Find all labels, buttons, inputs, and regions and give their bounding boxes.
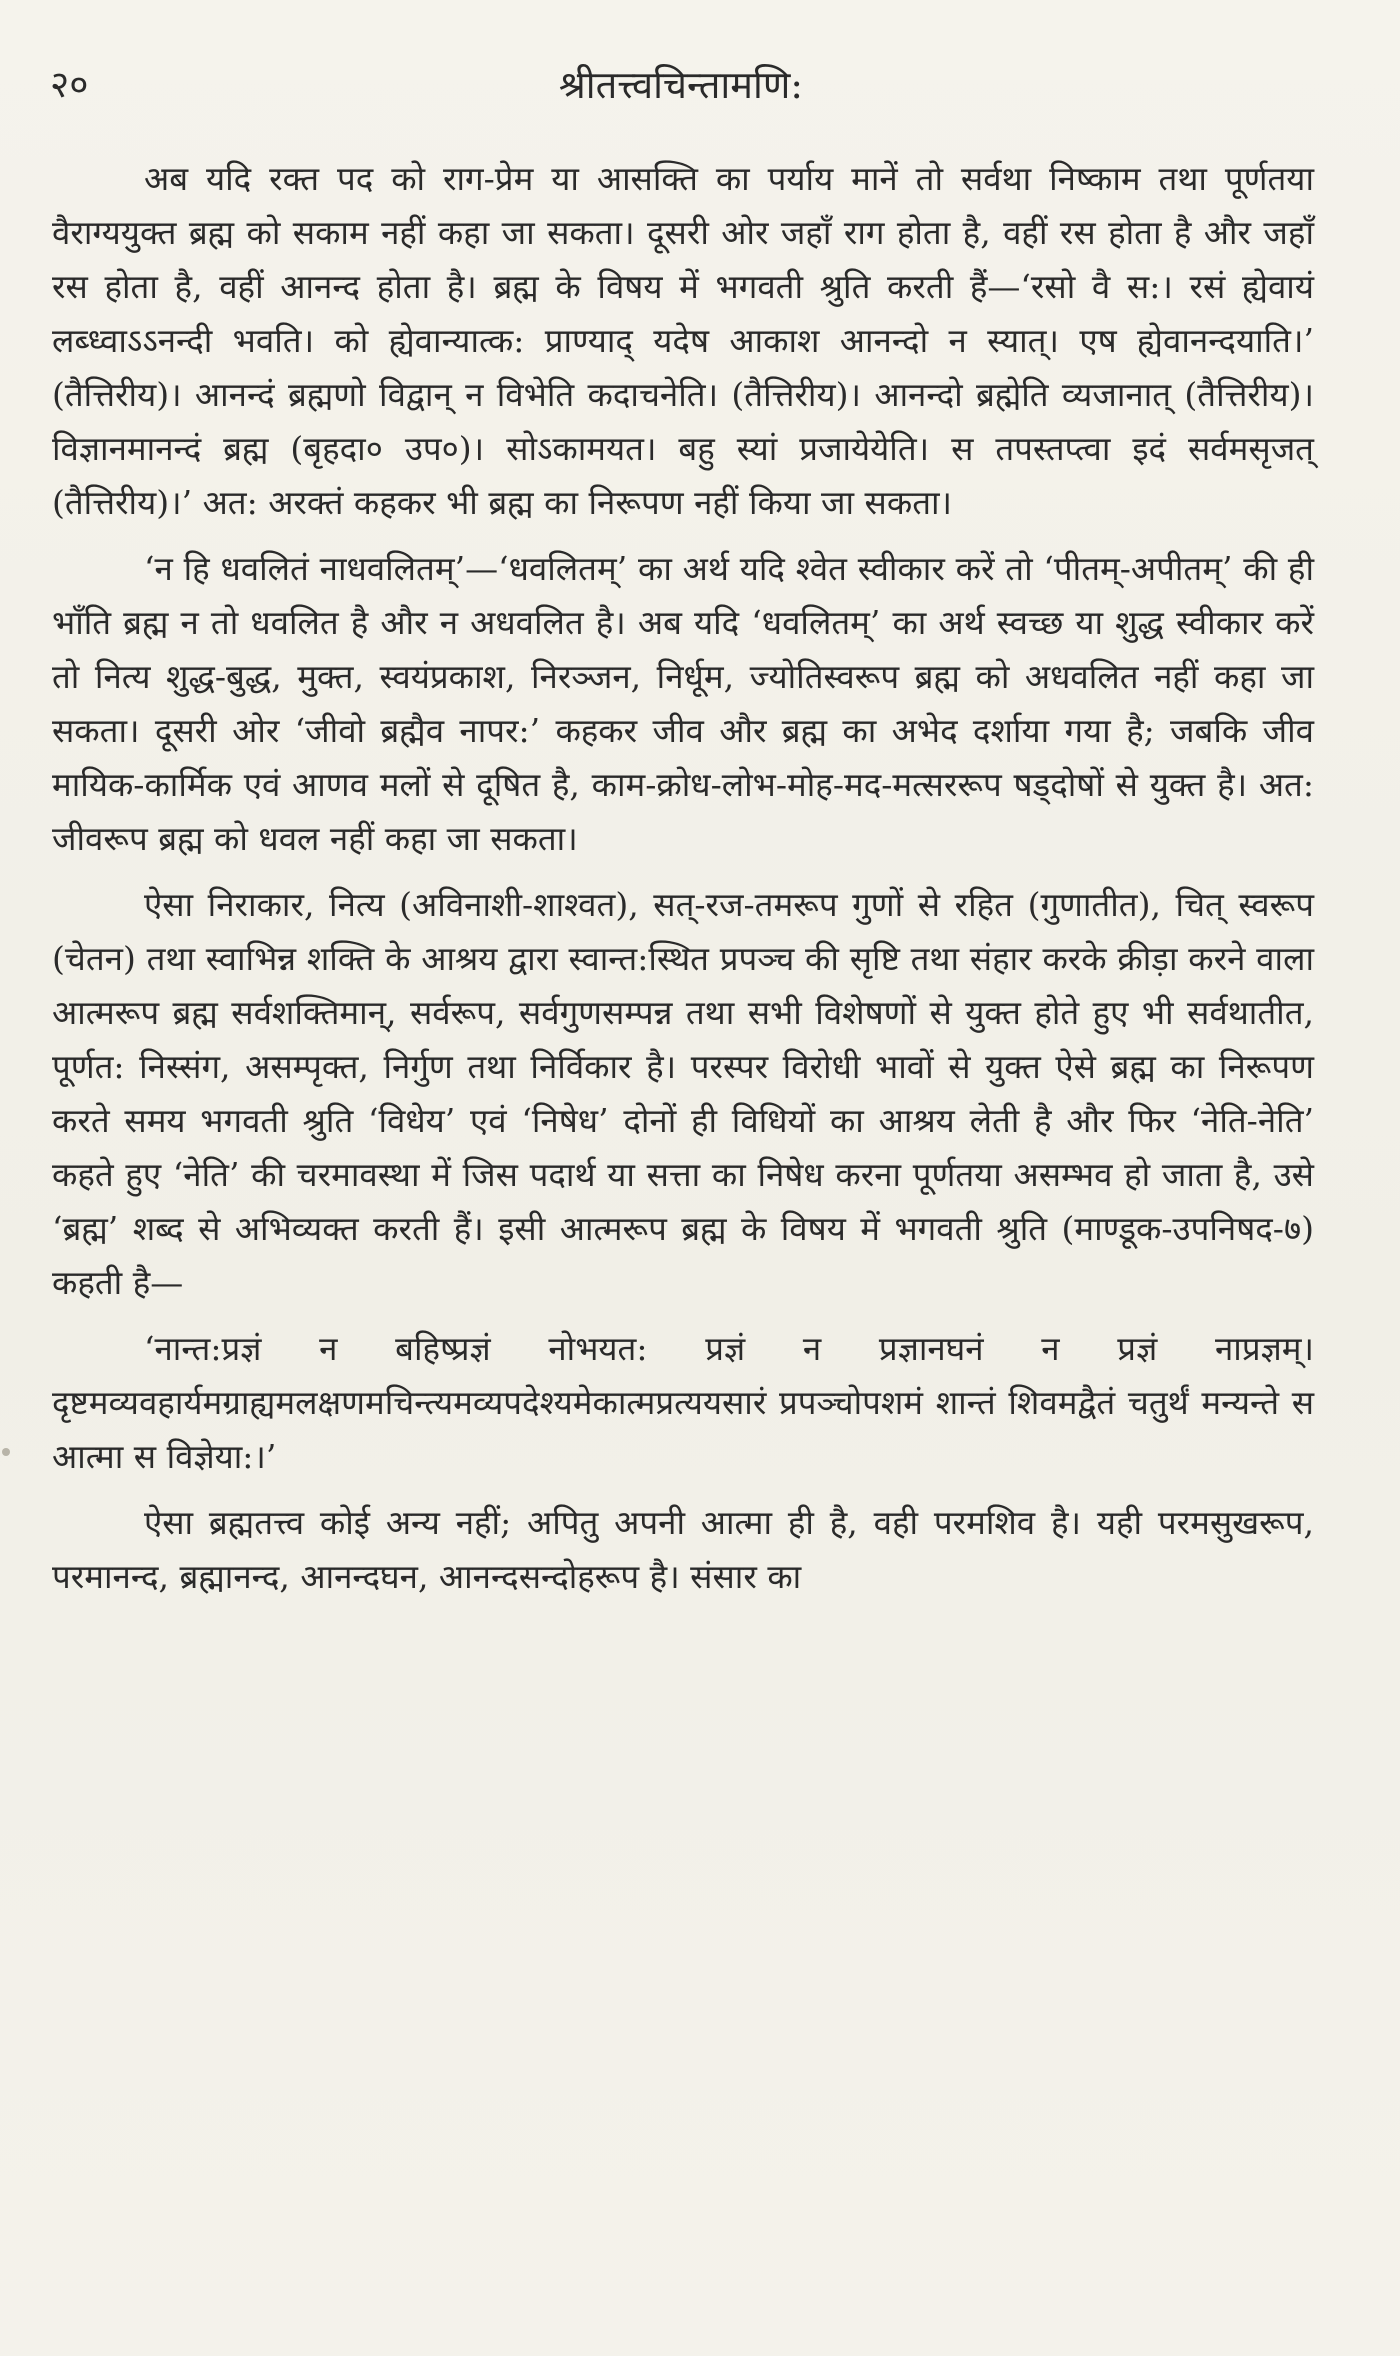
paragraph-mandukya-verse: ‘नान्त:प्रज्ञं न बहिष्प्रज्ञं नोभयत: प्रज्ञं न प्रज्ञानघनं न प्रज्ञं नाप्रज्ञम्। दृष्टमव्यवहार्यमग्राह्यमलक्षणमचिन्त्यमव्यपदेश्यमेकात्मप्रत्ययसारं प्रपञ्चोपशमं शान्तं शिवमद्वैतं चतुर्थं मन्यन्ते स आत्मा स विज्ञेया:।’	[52, 1329, 1314, 1476]
paragraph-rakta: अब यदि रक्त पद को राग-प्रेम या आसक्ति का पर्याय मानें तो सर्वथा निष्काम तथा पूर्णतया वैराग्ययुक्त ब्रह्म को सकाम नहीं कहा जा सकता। दूसरी ओर जहाँ राग होता है, वहीं रस होता है और जहाँ रस होता है, वहीं आनन्द होता है। ब्रह्म के विषय में भगवती श्रुति करती हैं—‘रसो वै स:। रसं ह्येवायं लब्ध्वाऽऽनन्दी भवति। को ह्येवान्यात्क: प्राण्याद् यदेष आकाश आनन्दो न स्यात्। एष ह्येवानन्दयाति।’ (तैत्तिरीय)। आनन्दं ब्रह्मणो विद्वान् न विभेति कदाचनेति। (तैत्तिरीय)। आनन्दो ब्रह्मेति व्यजानात् (तैत्तिरीय)। विज्ञानमानन्दं ब्रह्म (बृहदा० उप०)। सोऽकामयत। बहु स्यां प्रजायेयेति। स तपस्तप्त्वा इदं सर्वमसृजत् (तैत्तिरीय)।’ अत: अरक्तं कहकर भी ब्रह्म का निरूपण नहीं किया जा सकता।	[52, 159, 1314, 522]
page-header	[48, 62, 1314, 108]
body-text	[52, 152, 1314, 1604]
running-head: श्रीतत्त्वचिन्तामणि:	[558, 63, 804, 107]
paper-speck	[2, 1448, 10, 1456]
paragraph-nirakara: ऐसा निराकार, नित्य (अविनाशी-शाश्वत), सत्-रज-तमरूप गुणों से रहित (गुणातीत), चित् स्वरूप (चेतन) तथा स्वाभिन्न शक्ति के आश्रय द्वारा स्वान्त:स्थित प्रपञ्च की सृष्टि तथा संहार करके क्रीड़ा करने वाला आत्मरूप ब्रह्म सर्वशक्तिमान्, सर्वरूप, सर्वगुणसम्पन्न तथा सभी विशेषणों से युक्त होते हुए भी सर्वथातीत, पूर्णत: निस्संग, असम्पृक्त, निर्गुण तथा निर्विकार है। परस्पर विरोधी भावों से युक्त ऐसे ब्रह्म का निरूपण करते समय भगवती श्रुति ‘विधेय’ एवं ‘निषेध’ दोनों ही विधियों का आश्रय लेती है और फिर ‘नेति-नेति’ कहते हुए ‘नेति’ की चरमावस्था में जिस पदार्थ या सत्ता का निषेध करना पूर्णतया असम्भव हो जाता है, उसे ‘ब्रह्म’ शब्द से अभिव्यक्त करती हैं। इसी आत्मरूप ब्रह्म के विषय में भगवती श्रुति (माण्डूक-उपनिषद-७) कहती है—	[52, 885, 1314, 1302]
paragraph-dhavalitam: ‘न हि धवलितं नाधवलितम्’—‘धवलितम्’ का अर्थ यदि श्वेत स्वीकार करें तो ‘पीतम्-अपीतम्’ की ही भाँति ब्रह्म न तो धवलित है और न अधवलित है। अब यदि ‘धवलितम्’ का अर्थ स्वच्छ या शुद्ध स्वीकार करें तो नित्य शुद्ध-बुद्ध, मुक्त, स्वयंप्रकाश, निरञ्जन, निर्धूम, ज्योतिस्वरूप ब्रह्म को अधवलित नहीं कहा जा सकता। दूसरी ओर ‘जीवो ब्रह्मैव नापर:’ कहकर जीव और ब्रह्म का अभेद दर्शाया गया है; जबकि जीव मायिक-कार्मिक एवं आणव मलों से दूषित है, काम-क्रोध-लोभ-मोह-मद-मत्सररूप षड्दोषों से युक्त है। अत: जीवरूप ब्रह्म को धवल नहीं कहा जा सकता।	[52, 549, 1314, 858]
page-number: २०	[50, 63, 89, 106]
paragraph-brahmatattva: ऐसा ब्रह्मतत्त्व कोई अन्य नहीं; अपितु अपनी आत्मा ही है, वही परमशिव है। यही परमसुखरूप, परमानन्द, ब्रह्मानन्द, आनन्दघन, आनन्दसन्दोहरूप है। संसार का	[52, 1503, 1314, 1596]
